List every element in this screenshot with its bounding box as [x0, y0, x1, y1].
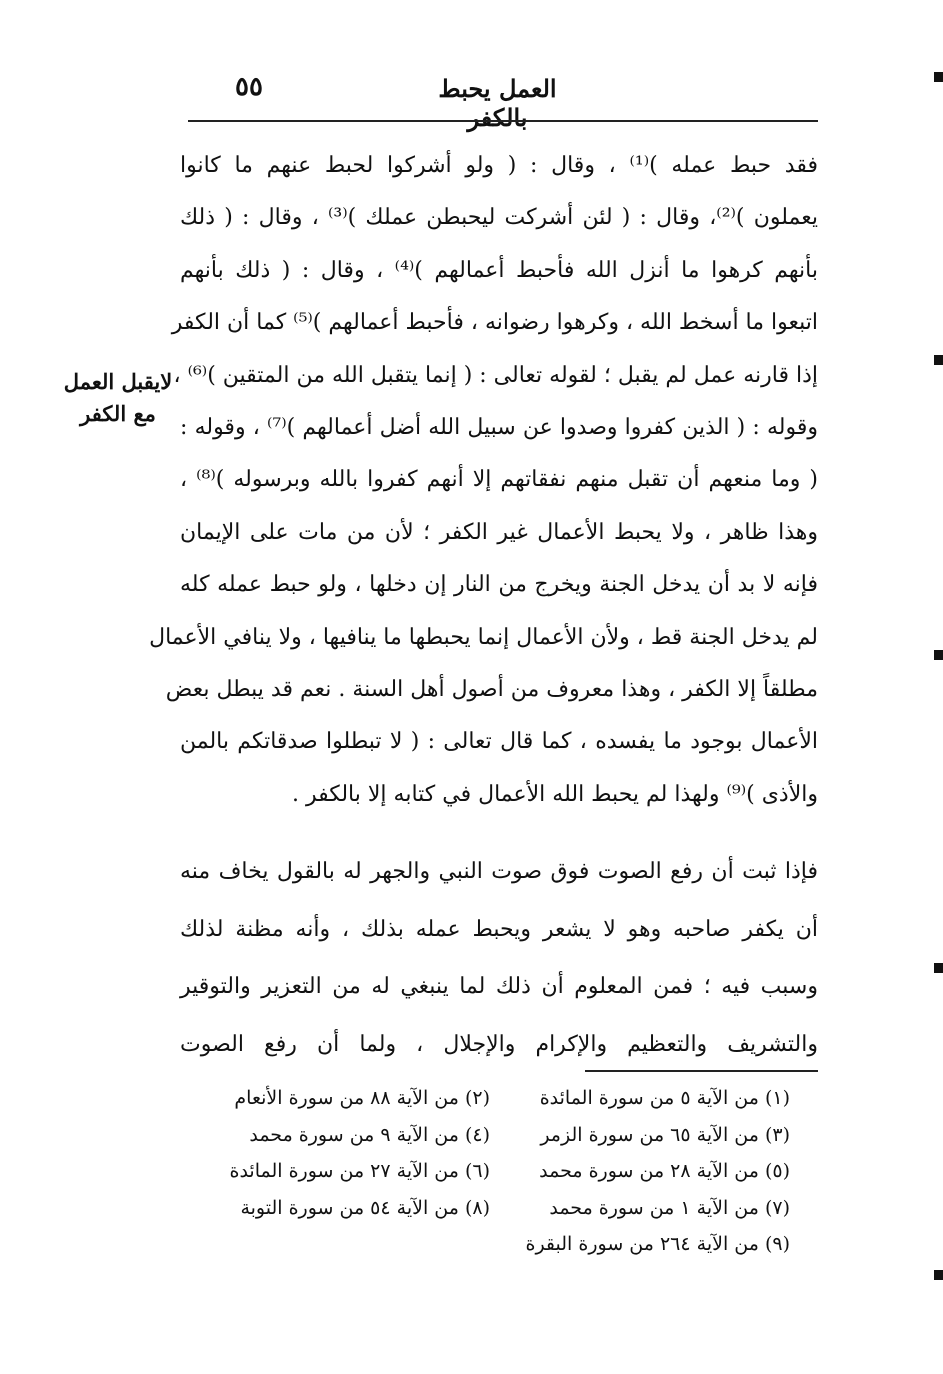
text-line: الأعمال بوجود ما يفسده ، كما قال تعالى : ( لا تبطلوا صدقاتكم بالمن	[180, 729, 818, 755]
text-line: وقوله : ( الذين كفروا وصدوا عن سبيل الله أضل أعمالهم )⁽⁷⁾ ، وقوله :	[180, 414, 819, 440]
footnote: (٧) من الآية ١ من سورة محمد	[549, 1196, 790, 1219]
text-line: وهذا ظاهر ، ولا يحبط الأعمال غير الكفر ؛ لأن من مات على الإيمان	[180, 519, 818, 545]
footnote-row	[190, 1226, 790, 1263]
footnote-row	[190, 1190, 790, 1227]
footnote-row	[190, 1080, 790, 1117]
text-line: يعملون )⁽²⁾، وقال : ( لئن أشركت ليحبطن عملك )⁽³⁾ ، وقال : ( ذلك	[180, 205, 818, 231]
text-line: إذا قارنه عمل لم يقبل ؛ لقوله تعالى : ( إنما يتقبل الله من المتقين )⁽⁶⁾ ،	[173, 362, 818, 388]
footnote: (٦) من الآية ٢٧ من سورة المائدة	[229, 1160, 490, 1183]
text-line: اتبعوا ما أسخط الله ، وكرهوا رضوانه ، فأحبط أعمالهم )⁽⁵⁾ كما أن الكفر	[171, 310, 818, 336]
scan-edge-mark	[934, 1270, 943, 1280]
text-line: مطلقاً إلا الكفر ، وهذا معروف من أصول أهل السنة . نعم قد يبطل بعض	[165, 676, 818, 702]
header-rule	[188, 120, 818, 122]
text-line: ( وما منعهم أن تقبل منهم نفقاتهم إلا أنهم كفروا بالله وبرسوله )⁽⁸⁾ ،	[180, 467, 818, 493]
footnote: (١) من الآية ٥ من سورة المائدة	[539, 1087, 790, 1109]
footnote: (٤) من الآية ٩ من سورة محمد	[249, 1123, 490, 1146]
footnote-row	[190, 1117, 790, 1154]
text-line: والأذى )⁽⁹⁾ ولهذا لم يحبط الله الأعمال في كتابه إلا بالكفر .	[291, 781, 818, 807]
text-line: أن يكفر صاحبه وهو لا يشعر ويحبط عمله بذلك ، وأنه مظنة لذلك	[180, 916, 818, 942]
text-line: وسبب فيه ؛ فمن المعلوم أن ذلك لما ينبغي له من التعزير والتوقير	[180, 974, 818, 999]
footnote	[190, 1226, 490, 1263]
margin-note-line: لايقبل العمل	[63, 369, 173, 394]
margin-note	[58, 366, 178, 430]
scan-edge-mark	[934, 650, 943, 660]
text-line: والتشريف والتعظيم والإكرام والإجلال ، ولما أن رفع الصوت	[180, 1031, 818, 1057]
page-number: ٥٥	[235, 72, 263, 102]
scan-edge-mark	[934, 72, 943, 82]
footnotes	[190, 1080, 790, 1263]
paragraph-1	[149, 140, 819, 821]
footnote: (٩) من الآية ٢٦٤ من سورة البقرة	[525, 1233, 790, 1256]
text-line: فإذا ثبت أن رفع الصوت فوق صوت النبي والجهر له بالقول يخاف منه	[180, 859, 818, 884]
text-line: فإنه لا بد أن يدخل الجنة ويخرج من النار إن دخلها ، ولو حبط عمله كله	[180, 572, 818, 598]
scan-edge-mark	[934, 355, 943, 365]
text-line: بأنهم كرهوا ما أنزل الله فأحبط أعمالهم )⁽⁴⁾ ، وقال : ( ذلك بأنهم	[180, 257, 819, 283]
footnote-row	[190, 1153, 790, 1190]
footnote: (٣) من الآية ٦٥ من سورة الزمر	[540, 1123, 790, 1146]
scan-edge-mark	[934, 963, 943, 973]
paragraph-2	[180, 843, 818, 1073]
footnote: (٨) من الآية ٥٤ من سورة التوبة	[240, 1196, 490, 1219]
text-line: لم يدخل الجنة قط ، ولأن الأعمال إنما يحبطها ما ينافيها ، ولا ينافي الأعمال	[149, 624, 818, 650]
margin-note-line: مع الكفر	[80, 401, 156, 426]
running-header-title: العمل يحبط بالكفر	[438, 74, 557, 132]
footnote: (٥) من الآية ٢٨ من سورة محمد	[539, 1160, 790, 1183]
footnote: (٢) من الآية ٨٨ من سورة الأنعام	[234, 1087, 490, 1109]
text-line: فقد حبط عمله )⁽¹⁾ ، وقال : ( ولو أشركوا لحبط عنهم ما كانوا	[180, 153, 818, 178]
footnote-rule	[585, 1070, 818, 1072]
